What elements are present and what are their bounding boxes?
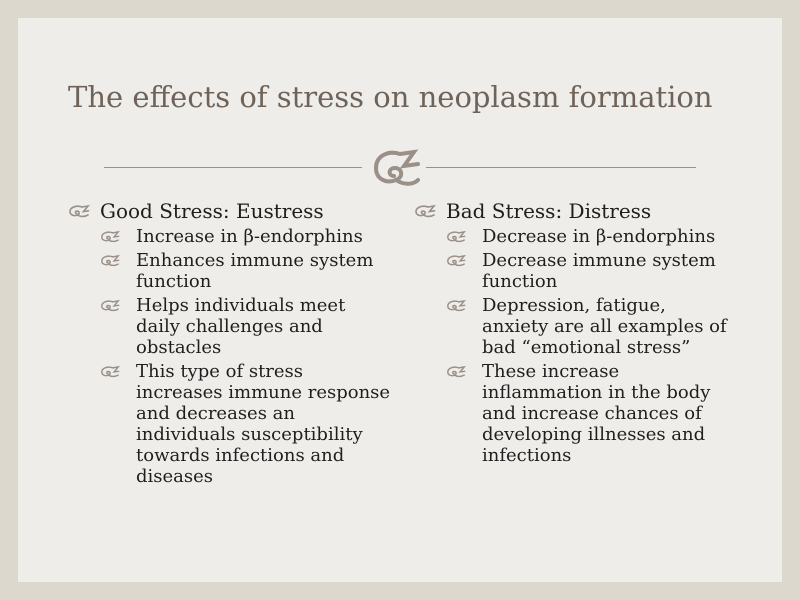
list-item-text: Enhances immune system function	[136, 250, 374, 292]
title-divider	[104, 144, 696, 194]
list-item	[446, 250, 734, 292]
good-stress-heading	[68, 198, 393, 224]
list-item-text: Helps individuals meet daily challenges and obstacles	[136, 295, 346, 358]
divider-rule-left	[104, 167, 362, 168]
list-item	[100, 250, 393, 292]
list-item-text: Depression, fatigue, anxiety are all examples of bad “emotional stress”	[482, 295, 727, 358]
fleuron-bullet-icon	[446, 254, 466, 267]
good-stress-list	[68, 226, 393, 487]
bad-stress-list	[414, 226, 734, 466]
divider-rule-right	[426, 167, 696, 168]
fleuron-bullet-icon	[68, 204, 90, 218]
good-stress-heading-text: Good Stress: Eustress	[100, 199, 324, 223]
list-item	[446, 226, 734, 247]
fleuron-bullet-icon	[100, 299, 120, 312]
list-item-text: These increase inflammation in the body and increase chances of developing illnesses and infections	[482, 361, 711, 466]
slide	[18, 18, 782, 582]
slide-title: The effects of stress on neoplasm formation	[68, 80, 713, 114]
fleuron-bullet-icon	[446, 299, 466, 312]
list-item-text: Decrease in β-endorphins	[482, 226, 716, 247]
fleuron-bullet-icon	[446, 365, 466, 378]
list-item	[446, 295, 734, 358]
fleuron-bullet-icon	[100, 230, 120, 243]
bad-stress-heading-text: Bad Stress: Distress	[446, 199, 652, 223]
bad-stress-column	[414, 198, 734, 469]
good-stress-column	[68, 198, 393, 490]
bad-stress-heading	[414, 198, 734, 224]
list-item	[446, 361, 734, 466]
list-item-text: Increase in β-endorphins	[136, 226, 363, 247]
fleuron-bullet-icon	[100, 365, 120, 378]
list-item-text: This type of stress increases immune response and decreases an individuals susceptibility towards infections and diseases	[136, 361, 391, 487]
list-item	[100, 295, 393, 358]
fleuron-bullet-icon	[446, 230, 466, 243]
list-item-text: Decrease immune system function	[482, 250, 716, 292]
fleuron-bullet-icon	[414, 204, 436, 218]
fleuron-bullet-icon	[100, 254, 120, 267]
list-item	[100, 361, 393, 487]
list-item	[100, 226, 393, 247]
fleuron-divider-icon	[370, 146, 424, 190]
